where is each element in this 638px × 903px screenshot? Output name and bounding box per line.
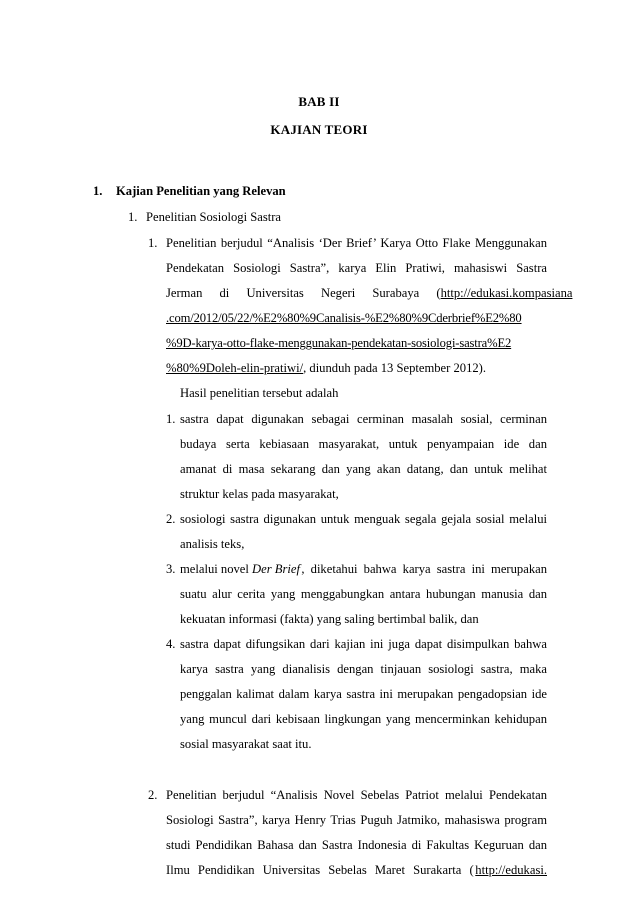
- finding-number: 2.: [166, 512, 176, 526]
- item-text-before-link: Jerman di Universitas Negeri Surabaya (: [166, 286, 441, 300]
- finding-text-part: melalui novel: [180, 562, 253, 576]
- item-text-line-with-link: [166, 360, 486, 376]
- finding-text-line: budaya serta kebiasaan masyarakat, untuk penyampaian ide dan: [180, 437, 547, 451]
- item-text-line-with-link: [166, 862, 547, 878]
- chapter-title: KAJIAN TEORI: [270, 122, 368, 137]
- finding-text-line: sastra dapat difungsikan dari kajian ini juga dapat disimpulkan bahwa: [180, 637, 547, 651]
- finding-italic-title: Der Brief: [252, 562, 300, 576]
- finding-text-line: [180, 561, 547, 577]
- source-link-part[interactable]: %9D-karya-otto-flake-menggunakan-pendekatan-sosiologi-sastra%E2: [166, 336, 512, 350]
- item-text-before-link: Ilmu Pendidikan Universitas Sebelas Maret Surakarta (: [166, 863, 474, 877]
- section-heading: Kajian Penelitian yang Relevan: [116, 184, 286, 198]
- result-intro: Hasil penelitian tersebut adalah: [180, 386, 339, 400]
- item-text-line: studi Pendidikan Bahasa dan Sastra Indonesia di Fakultas Keguruan dan: [166, 838, 547, 852]
- finding-text-line: sastra dapat digunakan sebagai cerminan masalah sosial, cerminan: [180, 412, 547, 426]
- finding-number: 3.: [166, 562, 176, 576]
- source-link-part[interactable]: %80%9Doleh-elin-pratiwi/: [166, 361, 304, 375]
- subsection-heading: Penelitian Sosiologi Sastra: [146, 210, 282, 224]
- finding-text-line: yang muncul dari kebisaan lingkungan yang mencerminkan kehidupan: [180, 712, 547, 726]
- item-text-after-link: , diunduh pada 13 September 2012).: [303, 361, 487, 375]
- finding-number: 1.: [166, 412, 176, 426]
- finding-text-part: [180, 561, 300, 577]
- finding-number: 4.: [166, 637, 176, 651]
- item-text-line: Penelitian berjudul “Analisis Novel Sebelas Patriot melalui Pendekatan: [166, 788, 547, 802]
- finding-text-line: kekuatan informasi (fakta) yang saling bertimbal balik, dan: [180, 612, 479, 626]
- source-link-part[interactable]: http://edukasi.: [475, 863, 547, 877]
- chapter-label: BAB II: [298, 94, 340, 109]
- finding-text-line: analisis teks,: [180, 537, 245, 551]
- finding-text-line: penggalan kalimat dalam karya sastra ini merupakan pengadopsian ide: [180, 687, 547, 701]
- item-text-line: Pendekatan Sosiologi Sastra”, karya Elin Pratiwi, mahasiswi Sastra: [166, 261, 547, 275]
- item-text-line-with-link: [166, 285, 573, 301]
- item-text-line: Penelitian berjudul “Analisis ‘Der Brief’ Karya Otto Flake Menggunakan: [166, 236, 547, 250]
- finding-text-part: , diketahui bahwa karya sastra ini merupakan: [301, 562, 547, 576]
- item-number: 1.: [148, 236, 158, 250]
- finding-text-line: karya sastra yang dianalisis dengan tinjauan sosiologi sastra, maka: [180, 662, 547, 676]
- subsection-number: 1.: [128, 210, 138, 224]
- finding-text-line: suatu alur cerita yang menggabungkan antara hubungan manusia dan: [180, 587, 547, 601]
- source-link-part[interactable]: .com/2012/05/22/%E2%80%9Canalisis-%E2%80%9Cderbrief%E2%80: [166, 311, 522, 325]
- finding-text-line: sosiologi sastra digunakan untuk menguak segala gejala sosial melalui: [180, 512, 547, 526]
- item-text-line: Sosiologi Sastra”, karya Henry Trias Puguh Jatmiko, mahasiswa program: [166, 813, 547, 827]
- finding-text-line: struktur kelas pada masyarakat,: [180, 487, 339, 501]
- source-link-part[interactable]: http://edukasi.kompasiana: [440, 286, 573, 300]
- item-number: 2.: [148, 788, 158, 802]
- finding-text-line: sosial masyarakat saat itu.: [180, 737, 312, 751]
- section-number: 1.: [93, 184, 103, 198]
- finding-text-line: amanat di masa sekarang dan yang akan datang, dan untuk melihat: [180, 462, 547, 476]
